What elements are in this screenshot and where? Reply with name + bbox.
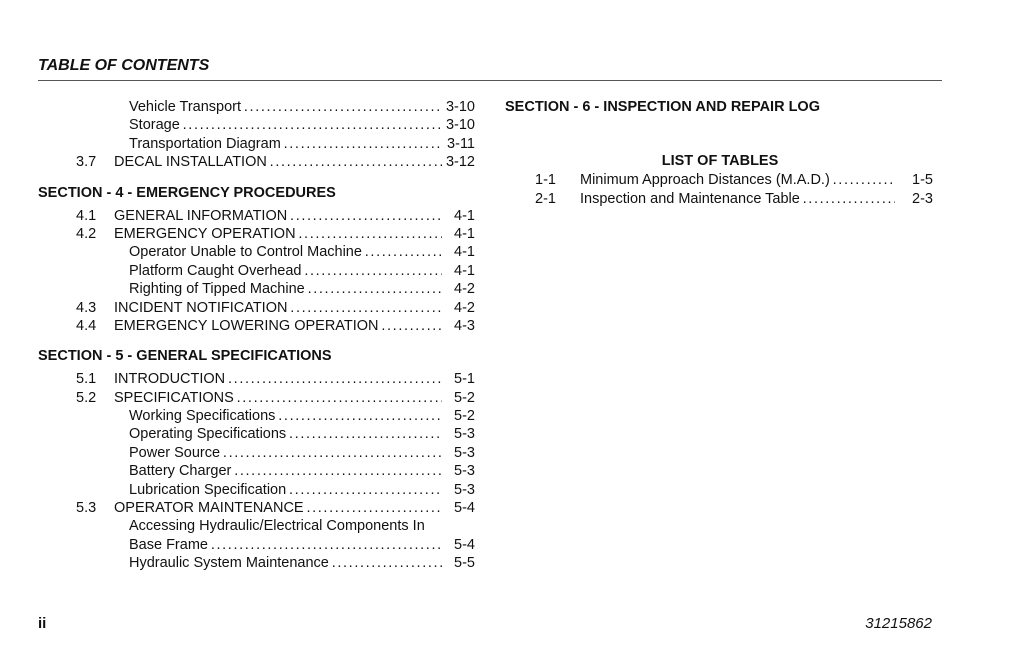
toc-entry-number: 4.3 — [76, 299, 97, 316]
toc-entry — [38, 243, 478, 261]
toc-entry-page: 3-11 — [443, 135, 475, 153]
toc-entry-page: 3-10 — [442, 98, 475, 116]
toc-entry — [38, 98, 478, 116]
list-of-tables-heading: LIST OF TABLES — [661, 153, 779, 169]
toc-entry — [38, 225, 478, 243]
toc-entry-title: Working Specifications . . . — [129, 407, 442, 425]
toc-entry-page: 5-1 — [450, 370, 475, 388]
toc-entry — [38, 153, 478, 171]
toc-entry-page: 5-3 — [450, 481, 475, 499]
toc-entry-title: DECAL INSTALLATION . . . — [114, 153, 442, 171]
toc-entry-number: 5.1 — [76, 371, 97, 388]
toc-entry-page: 4-1 — [450, 225, 475, 243]
toc-entry — [38, 481, 478, 499]
section-5-entries — [38, 370, 478, 572]
table-number: 2-1 — [535, 191, 556, 207]
toc-entry-title: Platform Caught Overhead . . . — [129, 262, 442, 280]
toc-entry-title: Vehicle Transport . . . — [129, 98, 442, 116]
toc-entry-page: 4-1 — [450, 207, 475, 225]
toc-entry-page: 5-3 — [450, 425, 475, 443]
toc-entry — [38, 116, 478, 134]
toc-entry — [38, 462, 478, 480]
toc-entry-page: 4-1 — [450, 262, 475, 280]
toc-entry — [38, 207, 478, 225]
page-header-title: TABLE OF CONTENTS — [38, 57, 210, 74]
section-4-entries — [38, 207, 478, 336]
table-number: 1-1 — [535, 172, 556, 188]
toc-entry-page: 5-4 — [450, 536, 475, 554]
toc-entry-number: 4.1 — [76, 207, 97, 224]
toc-entry — [38, 499, 478, 517]
toc-entry — [38, 299, 478, 317]
toc-continued-entries — [38, 98, 478, 172]
table-title: Minimum Approach Distances (M.A.D.) . . . — [580, 171, 895, 190]
toc-entry — [38, 389, 478, 407]
toc-entry-title: EMERGENCY LOWERING OPERATION . . . — [114, 317, 442, 335]
toc-entry-page: 5-3 — [450, 444, 475, 462]
toc-entry — [38, 135, 478, 153]
section-6-heading: SECTION - 6 - INSPECTION AND REPAIR LOG — [505, 99, 820, 115]
toc-entry — [38, 280, 478, 298]
toc-entry — [38, 444, 478, 462]
toc-entry-page: 5-3 — [450, 462, 475, 480]
toc-entry-title: Battery Charger . . . — [129, 462, 442, 480]
document-number: 31215862 — [865, 615, 932, 632]
header-divider — [38, 80, 942, 81]
toc-entry-page: 5-2 — [450, 389, 475, 407]
toc-entry-title: SPECIFICATIONS . . . — [114, 389, 442, 407]
toc-entry-number: 4.4 — [76, 317, 97, 334]
toc-entry-page: 3-10 — [442, 116, 475, 134]
toc-entry — [38, 407, 478, 425]
toc-entry — [38, 536, 478, 554]
page-number: ii — [38, 615, 47, 632]
toc-entry-title: Base Frame . . . — [129, 536, 442, 554]
table-list-entry — [505, 171, 935, 190]
toc-entry-page: 4-3 — [450, 317, 475, 335]
table-list-entry — [505, 190, 935, 209]
toc-entry-title: Operating Specifications . . . — [129, 425, 442, 443]
toc-entry-page: 3-12 — [442, 153, 475, 171]
toc-right-column — [505, 98, 935, 209]
toc-entry-title: GENERAL INFORMATION . . . — [114, 207, 442, 225]
section-5-heading: SECTION - 5 - GENERAL SPECIFICATIONS — [38, 348, 332, 365]
toc-entry-number: 4.2 — [76, 225, 97, 242]
toc-entry-title: Power Source . . . — [129, 444, 442, 462]
toc-entry-page: 5-5 — [450, 554, 475, 572]
toc-entry — [38, 517, 478, 535]
toc-entry-page: 4-2 — [450, 299, 475, 317]
table-title: Inspection and Maintenance Table . . . — [580, 190, 895, 209]
toc-entry-title: Operator Unable to Control Machine . . . — [129, 243, 442, 261]
section-4-heading: SECTION - 4 - EMERGENCY PROCEDURES — [38, 184, 336, 201]
toc-entry — [38, 554, 478, 572]
table-page: 2-3 — [912, 191, 933, 207]
toc-entry — [38, 425, 478, 443]
toc-entry-number: 5.3 — [76, 500, 97, 517]
toc-entry — [38, 317, 478, 335]
toc-entry-title: Hydraulic System Maintenance . . . — [129, 554, 442, 572]
toc-entry — [38, 370, 478, 388]
toc-entry-number: 3.7 — [76, 154, 97, 171]
toc-entry-page: 5-4 — [450, 499, 475, 517]
toc-entry-title: INTRODUCTION . . . — [114, 370, 442, 388]
toc-entry-title: Lubrication Specification . . . — [129, 481, 442, 499]
toc-entry-page: 5-2 — [450, 407, 475, 425]
toc-entry-page: 4-2 — [450, 280, 475, 298]
toc-entry-title: Accessing Hydraulic/Electrical Components In — [129, 518, 425, 535]
toc-entry-number: 5.2 — [76, 389, 97, 406]
toc-entry-page: 4-1 — [450, 243, 475, 261]
list-of-tables-entries — [505, 171, 935, 209]
toc-entry-title: Righting of Tipped Machine . . . — [129, 280, 442, 298]
toc-entry-title: EMERGENCY OPERATION . . . — [114, 225, 442, 243]
toc-entry-title: Storage . . . — [129, 116, 442, 134]
toc-left-column — [38, 98, 478, 573]
toc-entry-title: INCIDENT NOTIFICATION . . . — [114, 299, 442, 317]
toc-entry — [38, 262, 478, 280]
toc-entry-title: Transportation Diagram . . . — [129, 135, 442, 153]
table-page: 1-5 — [912, 172, 933, 188]
toc-entry-title: OPERATOR MAINTENANCE . . . — [114, 499, 442, 517]
